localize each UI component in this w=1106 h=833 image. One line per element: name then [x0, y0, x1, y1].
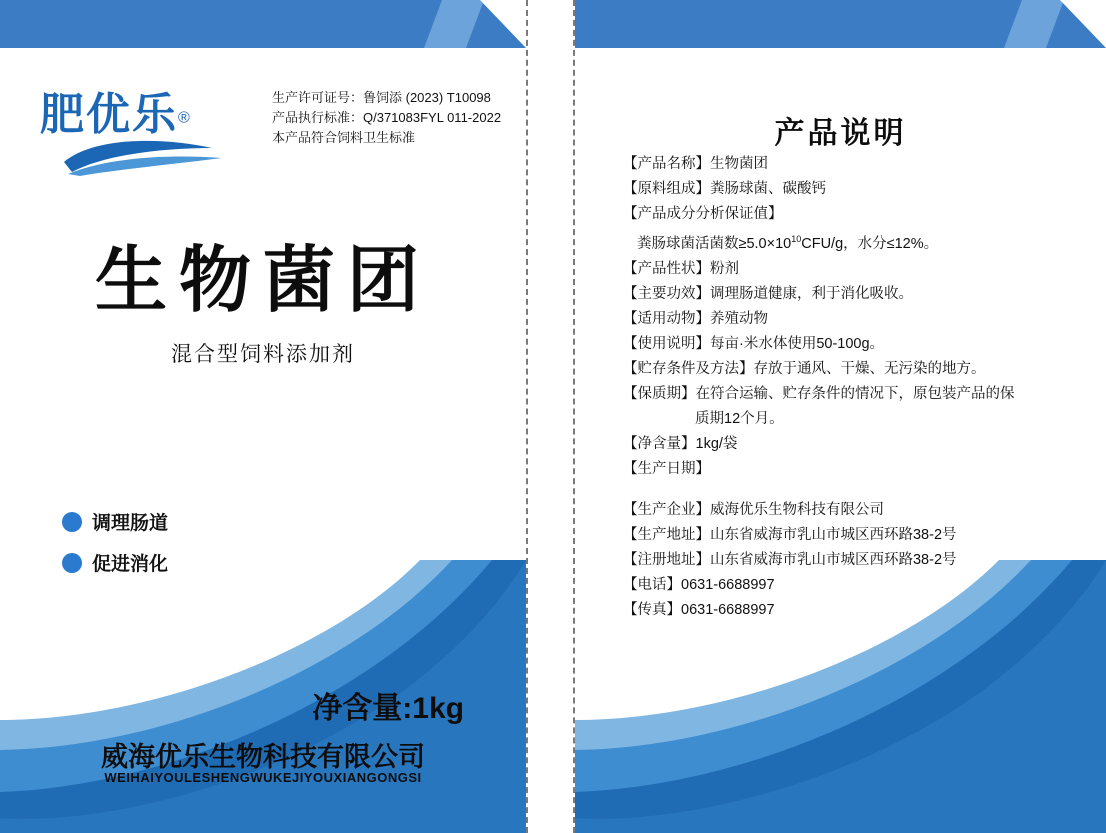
bullet-label: 促进消化: [92, 554, 169, 575]
product-title: 生物菌团: [94, 238, 431, 322]
front-panel: [0, 0, 526, 833]
back-top-bar: [575, 0, 1106, 48]
bullet-label: 调理肠道: [92, 513, 169, 534]
front-top-bar-notch: [480, 0, 526, 48]
spec-line: 【产品名称】生物菌团: [623, 156, 768, 172]
wave-swoosh-icon: [62, 132, 232, 176]
license-line-3: 本产品符合饲料卫生标准: [272, 130, 416, 146]
license-line-2: 产品执行标准：Q/371083FYL 011-2022: [272, 110, 502, 126]
front-top-bar-highlight: [424, 0, 484, 48]
spec-line: 【注册地址】山东省威海市乳山市城区西环路38-2号: [623, 551, 957, 568]
product-subtitle: 混合型饲料添加剂: [171, 343, 355, 366]
license-line-1: 生产许可证号：鲁饲添 (2023) T10098: [272, 90, 491, 105]
spec-line: 【生产日期】: [623, 460, 710, 477]
back-top-bar-notch: [1060, 0, 1106, 48]
spec-line: 【净含量】1kg/袋: [623, 435, 738, 452]
spec-title: 产品说明: [774, 117, 907, 150]
spec-line: 【生产企业】威海优乐生物科技有限公司: [623, 501, 884, 518]
spec-spacer: [623, 482, 1078, 498]
spec-line: 【适用动物】养殖动物: [623, 310, 768, 327]
spec-line: 【电话】0631-6688997: [623, 576, 775, 593]
front-top-bar: [0, 0, 526, 48]
bullet-dot-icon: [62, 512, 82, 532]
spec-line: 【传真】0631-6688997: [623, 601, 775, 618]
back-panel: [575, 0, 1106, 833]
spec-line: 【主要功效】调理肠道健康，利于消化吸收。: [623, 285, 913, 302]
spec-list: [623, 152, 1078, 623]
brand-name: 肥优乐: [40, 89, 178, 140]
company-name-cn: 威海优乐生物科技有限公司: [101, 742, 425, 772]
net-weight: 净含量:1kg: [312, 692, 464, 725]
spec-line: 【使用说明】每亩·米水体使用50-100g。: [623, 335, 885, 352]
spec-line: 质期12个月。: [695, 410, 784, 427]
fold-line-left: [526, 0, 528, 833]
superscript: 10: [791, 234, 802, 244]
brand-logo: [40, 78, 190, 142]
spec-line: 【产品成分分析保证值】: [623, 206, 783, 222]
spec-line: 【贮存条件及方法】存放于通风、干燥、无污染的地方。: [623, 360, 986, 377]
spec-line: 粪肠球菌活菌数$\ge 5.0\times 10^{10}CFU/g$，水分≤12%。: [637, 234, 939, 252]
company-name-en: WEIHAIYOULESHENGWUKEJIYOUXIANGONGSI: [104, 770, 422, 785]
spec-line: 【生产地址】山东省威海市乳山市城区西环路38-2号: [623, 526, 957, 543]
back-top-bar-highlight: [1004, 0, 1064, 48]
spec-line: 【原料组成】粪肠球菌、碳酸钙: [623, 181, 826, 197]
back-wave-graphic: [575, 560, 1106, 833]
list-item: [62, 508, 168, 535]
registered-mark-icon: ®: [178, 109, 190, 127]
spec-line: 【产品性状】粉剂: [623, 260, 739, 277]
license-block: [272, 88, 501, 148]
spec-line: 【保质期】在符合运输、贮存条件的情况下，原包装产品的保: [623, 385, 1015, 402]
